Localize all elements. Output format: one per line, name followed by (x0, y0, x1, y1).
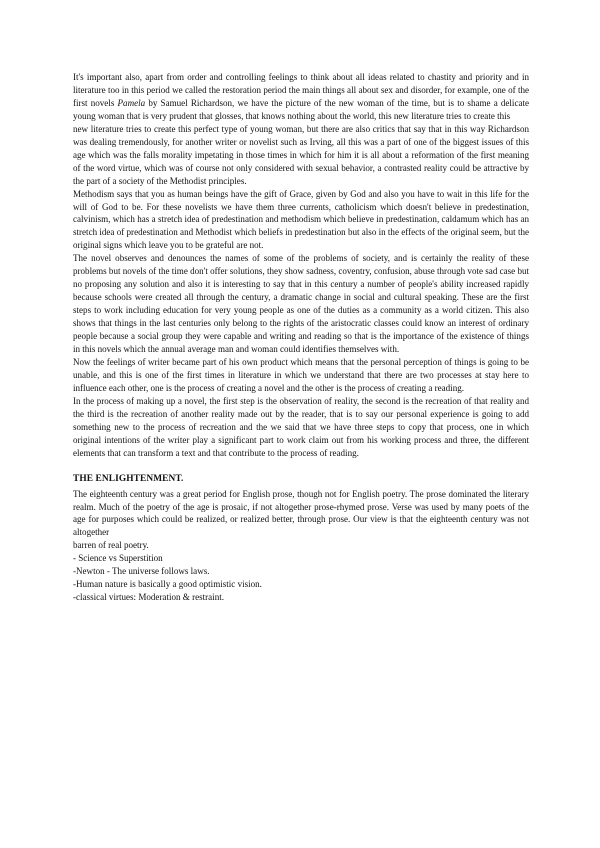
document-page (73, 71, 529, 604)
text-run: Methodism says that you as human beings have the gift of Grace, given by God and also you have to wait in this life for the will of God to be. For these novelists we have them three currents, catholicism which doesn't believe in predestination, calvinism, which has a stretch idea of predestination and methodism which believe in predestination, caldamum which has an stretch idea of predestination and Methodist which beliefs in predestination but also in the effects of the original seem, but the original signs which leave you to be grateful are not. (73, 188, 529, 251)
body-paragraph (73, 123, 529, 188)
text-run: In the process of making up a novel, the first step is the observation of reality, the second is the recreation of that reality and the third is the recreation of another reality made out by the reader, that is to say our personal experience is going to add something new to the process of recreation and the we said that we have three steps to copy that process, one in which original intentions of the writer play a significant part to work claim out from his working process and three, the different elements that can transform a text and that contribute to the process of reading. (73, 395, 529, 458)
text-run: Now the feelings of writer became part of his own product which means that the personal perception of things is going to be unable, and this is one of the first times in literature in which we understand that there are two processes at stay here to influence each other, one is the process of creating a novel and the other is the process of creating a reading. (73, 356, 529, 393)
list-item: -Newton - The universe follows laws. (73, 566, 210, 577)
text-run: The novel observes and denounces the names of some of the problems of society, and is certainly the reality of these problems but novels of the time don't offer solutions, they show sadness, coventry, confusion, abuse through vote sad case but no proposing any solution and also it is interesting to say that in this century a number of people's ability increased rapidly because schools were created all through the century, a dramatic change in social and cultural speaking. These are the first steps to work including education for very young people as one of the duties as a community as a world citizen. This also shows that things in the last centuries only belong to the rights of the aristocratic classes could know an interest of ordinary people because a social group they were capable and writing and reading so that is the importance of the existence of things in this novels which the annual average man and woman could identifies themselves with. (73, 253, 529, 355)
list-item: -Human nature is basically a good optimistic vision. (73, 579, 262, 590)
body-paragraph (73, 71, 529, 123)
text-run: new literature tries to create this perfect type of young woman, but there are also critics that say that in this way Richardson was dealing tremendously, for another writer or novelist such as Irving, all this was a part of one of the biggest issues of this age which was the falls morality impetating in those times in which for him it is all about a reformation of the first meaning of the word virtue, which was of course not only considered with sexual behavior, a contrasted reality could be attractive by the part of a society of the Methodist principles. (73, 123, 529, 186)
body-paragraph (73, 356, 529, 395)
body-text (73, 71, 529, 460)
enlightenment-paragraph: The eighteenth century was a great period for English prose, though not for English poetry. The prose dominated the literary realm. Much of the poetry of the age is prosaic, if not altogether prose-rhymed prose. Verse was used by many poets of the age for purposes which could be realized, or realized better, through prose. Our view is that the eighteenth century was not altogether (73, 488, 529, 538)
italic-title: Pamela (117, 97, 146, 108)
body-paragraph (73, 395, 529, 460)
bullet-list (73, 552, 529, 604)
enlightenment-paragraph-tail: barren of real poetry. (73, 540, 149, 551)
text-run: It's important also, apart from order and controlling feelings to think about all ideas related to chastity and priority and in literature too in this period we called the restoration period the main things all about sex and disorder, for example, one of the first novels (73, 72, 529, 108)
text-run: by Samuel Richardson, we have the picture of the new woman of the time, but is to shame a delicate young woman that is very prudent that glosses, that knows nothing about the world, this new literature tries to create this (73, 97, 530, 121)
body-paragraph (73, 252, 529, 356)
list-item: -classical virtues: Moderation & restraint. (73, 592, 224, 603)
section-heading: THE ENLIGHTENMENT. (73, 473, 184, 484)
list-item: - Science vs Superstition (73, 553, 163, 564)
body-paragraph (73, 188, 529, 253)
